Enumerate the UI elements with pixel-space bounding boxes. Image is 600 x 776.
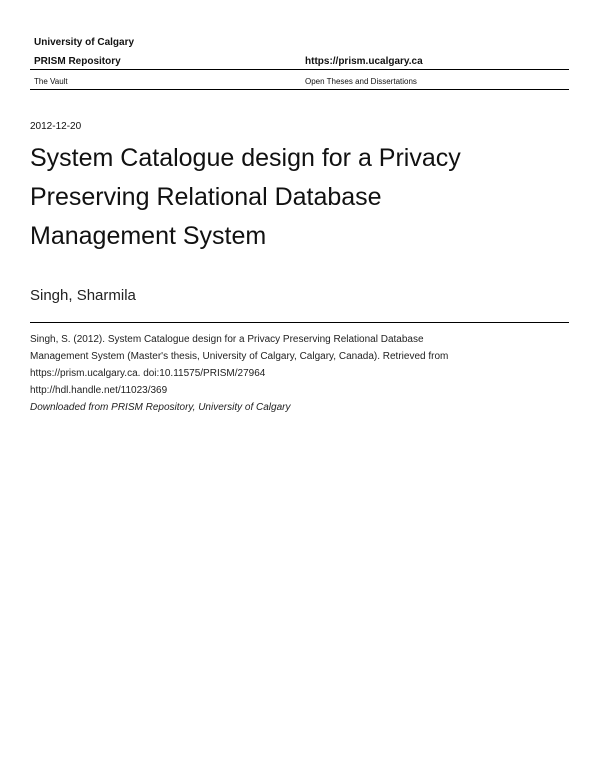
header-divider-top [30,69,569,70]
repository-name: PRISM Repository [34,56,121,67]
citation-line: Management System (Master's thesis, University of Calgary, Calgary, Canada). Retrieved from [30,351,449,362]
document-title [30,139,461,256]
collection-name: The Vault [34,77,68,86]
downloaded-note: Downloaded from PRISM Repository, University of Calgary [30,402,291,413]
author-name: Singh, Sharmila [30,287,136,304]
citation-doi-line[interactable]: https://prism.ucalgary.ca. doi:10.11575/PRISM/27964 [30,368,266,379]
title-line: System Catalogue design for a Privacy [30,144,461,172]
title-line: Preserving Relational Database [30,183,382,211]
subcollection-name: Open Theses and Dissertations [305,77,417,86]
citation-line: Singh, S. (2012). System Catalogue design for a Privacy Preserving Relational Database [30,334,424,345]
citation-divider [30,322,569,323]
citation-block [30,331,448,416]
publication-date: 2012-12-20 [30,121,82,132]
institution-name: University of Calgary [34,37,135,48]
header-divider-bottom [30,89,569,90]
citation-handle-link[interactable]: http://hdl.handle.net/11023/369 [30,385,168,396]
repository-url[interactable]: https://prism.ucalgary.ca [305,56,423,67]
title-line: Management System [30,222,267,250]
